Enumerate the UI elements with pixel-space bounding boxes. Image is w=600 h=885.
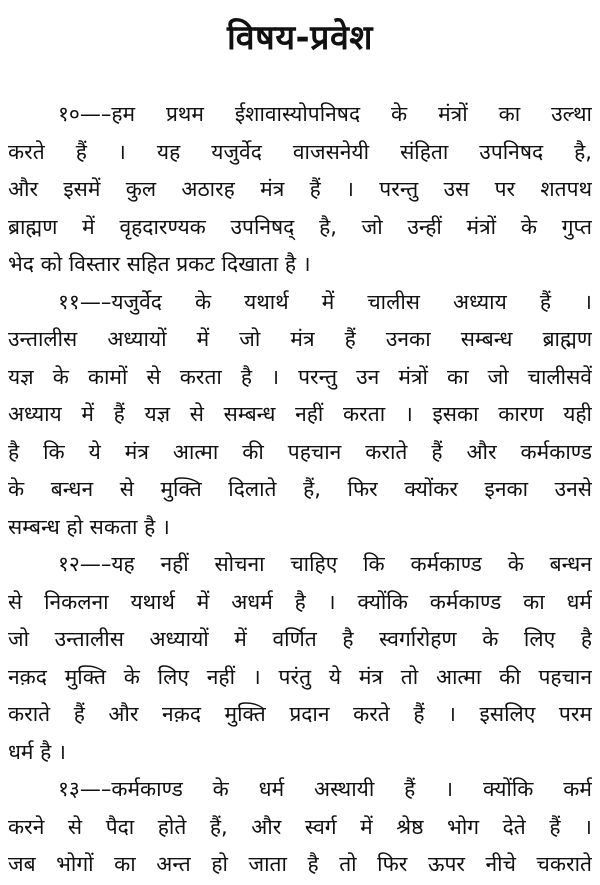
- text-line: और इसमें कुल अठारह मंत्र हैं । परन्तु उस पर शतपथ: [8, 177, 592, 201]
- text-line: है कि ये मंत्र आत्मा की पहचान कराते हैं और कर्मकाण्ड: [8, 439, 592, 464]
- text-line: १०—–हम प्रथम ईशावास्योपनिषद के मंत्रों का उल्था: [58, 102, 592, 126]
- text-line: कराते हैं और नक़द मुक्ति प्रदान करते हैं । इसलिए परम: [8, 702, 592, 726]
- text-line: ११—–यजुर्वेद के यथार्थ में चालीस अध्याय हैं ।: [58, 289, 592, 314]
- body-text: [8, 96, 592, 884]
- text-line: ब्राह्मण में वृहदारण्यक उपनिषद् है, जो उन्हीं मंत्रों के गुप्त: [8, 214, 592, 239]
- text-line: अध्याय में हैं यज्ञ से सम्बन्ध नहीं करता । इसका कारण यही: [8, 402, 592, 426]
- page-title: विषय-प्रवेश: [226, 18, 374, 58]
- text-line: से निकलना यथार्थ में अधर्म है । क्योंकि कर्मकाण्ड का धर्म: [8, 589, 592, 614]
- text-line: करते हैं । यह यजुर्वेद वाजसनेयी संहिता उपनिषद है,: [8, 139, 592, 164]
- text-line: जो उन्तालीस अध्यायों में वर्णित है स्वर्गारोहण के लिए है: [8, 627, 592, 651]
- text-line: करने से पैदा होते हैं, और स्वर्ग में श्रेष्ठ भोग देते हैं ।: [8, 814, 592, 839]
- text-line: नक़द मुक्ति के लिए नहीं । परंतु ये मंत्र तो आत्मा की पहचान: [8, 664, 592, 689]
- text-line: धर्म है ।: [8, 739, 66, 764]
- text-line: जब भोगों का अन्त हो जाता है तो फिर ऊपर नीचे चकराते: [8, 852, 592, 876]
- text-line: भेद को विस्तार सहित प्रकट दिखाता है ।: [8, 252, 311, 276]
- text-line: १२—–यह नहीं सोचना चाहिए कि कर्मकाण्ड के बन्धन: [58, 552, 592, 576]
- text-line: सम्बन्ध हो सकता है ।: [8, 514, 170, 539]
- text-line: यज्ञ के कामों से करता है । परन्तु उन मंत्रों का जो चालीसवें: [8, 364, 592, 389]
- text-line: १३—–कर्मकाण्ड के धर्म अस्थायी हैं । क्योंकि कर्म: [58, 777, 592, 801]
- text-line: उन्तालीस अध्यायों में जो मंत्र हैं उनका सम्बन्ध ब्राह्मण: [8, 327, 592, 351]
- text-line: के बन्धन से मुक्ति दिलाते हैं, फिर क्योंकर इनका उनसे: [8, 477, 592, 501]
